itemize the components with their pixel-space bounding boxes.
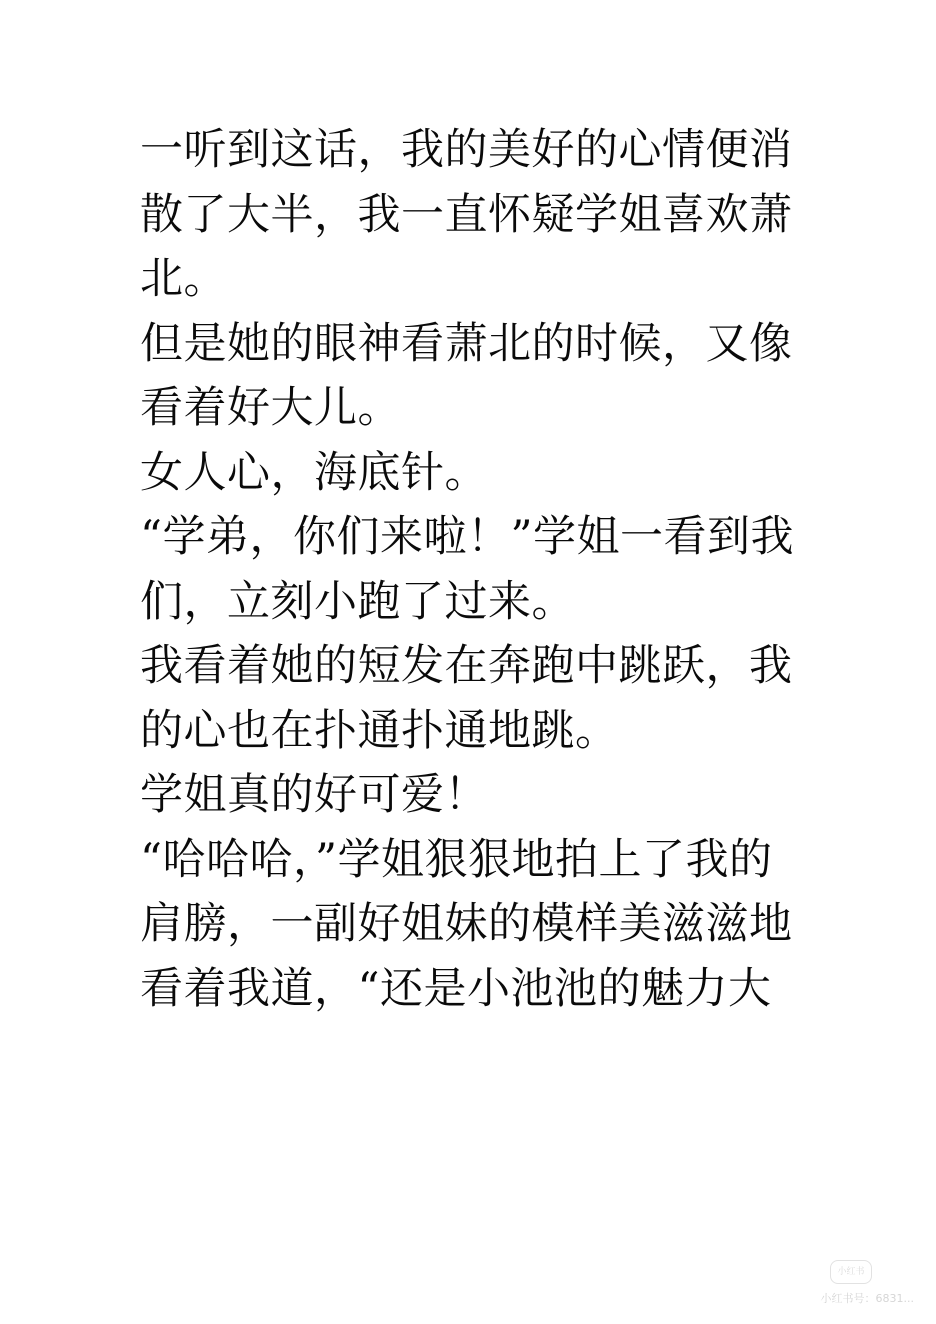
text-line: 一听到这话，我的美好的心情便消 <box>140 125 793 175</box>
text-line: “学弟，你们来啦！”学姐一看到我 <box>140 512 794 562</box>
text-line: 学姐真的好可爱！ <box>140 770 488 820</box>
watermark <box>774 1260 914 1306</box>
text-line: 散了大半，我一直怀疑学姐喜欢萧 <box>140 189 793 240</box>
text-line: 我看着她的短发在奔跑中跳跃，我 <box>140 641 793 691</box>
text-line: “哈哈哈，”学姐狠狠地拍上了我的 <box>140 834 773 885</box>
watermark-logo: 小红书 <box>830 1260 872 1284</box>
text-line: 女人心，海底针。 <box>140 447 488 498</box>
text-line: 肩膀，一副好姐妹的模样美滋滋地 <box>140 899 793 949</box>
story-text <box>140 118 800 1021</box>
text-line: 看着我道，“还是小池池的魅力大 <box>140 963 772 1014</box>
text-line: 北。 <box>140 254 227 304</box>
text-line: 们，立刻小跑了过来。 <box>140 576 575 627</box>
text-line: 的心也在扑通扑通地跳。 <box>140 705 619 756</box>
watermark-id: 小红书号：6831... <box>820 1292 914 1305</box>
text-line: 看着好大儿。 <box>140 383 401 433</box>
text-line: 但是她的眼神看萧北的时候，又像 <box>140 318 793 369</box>
